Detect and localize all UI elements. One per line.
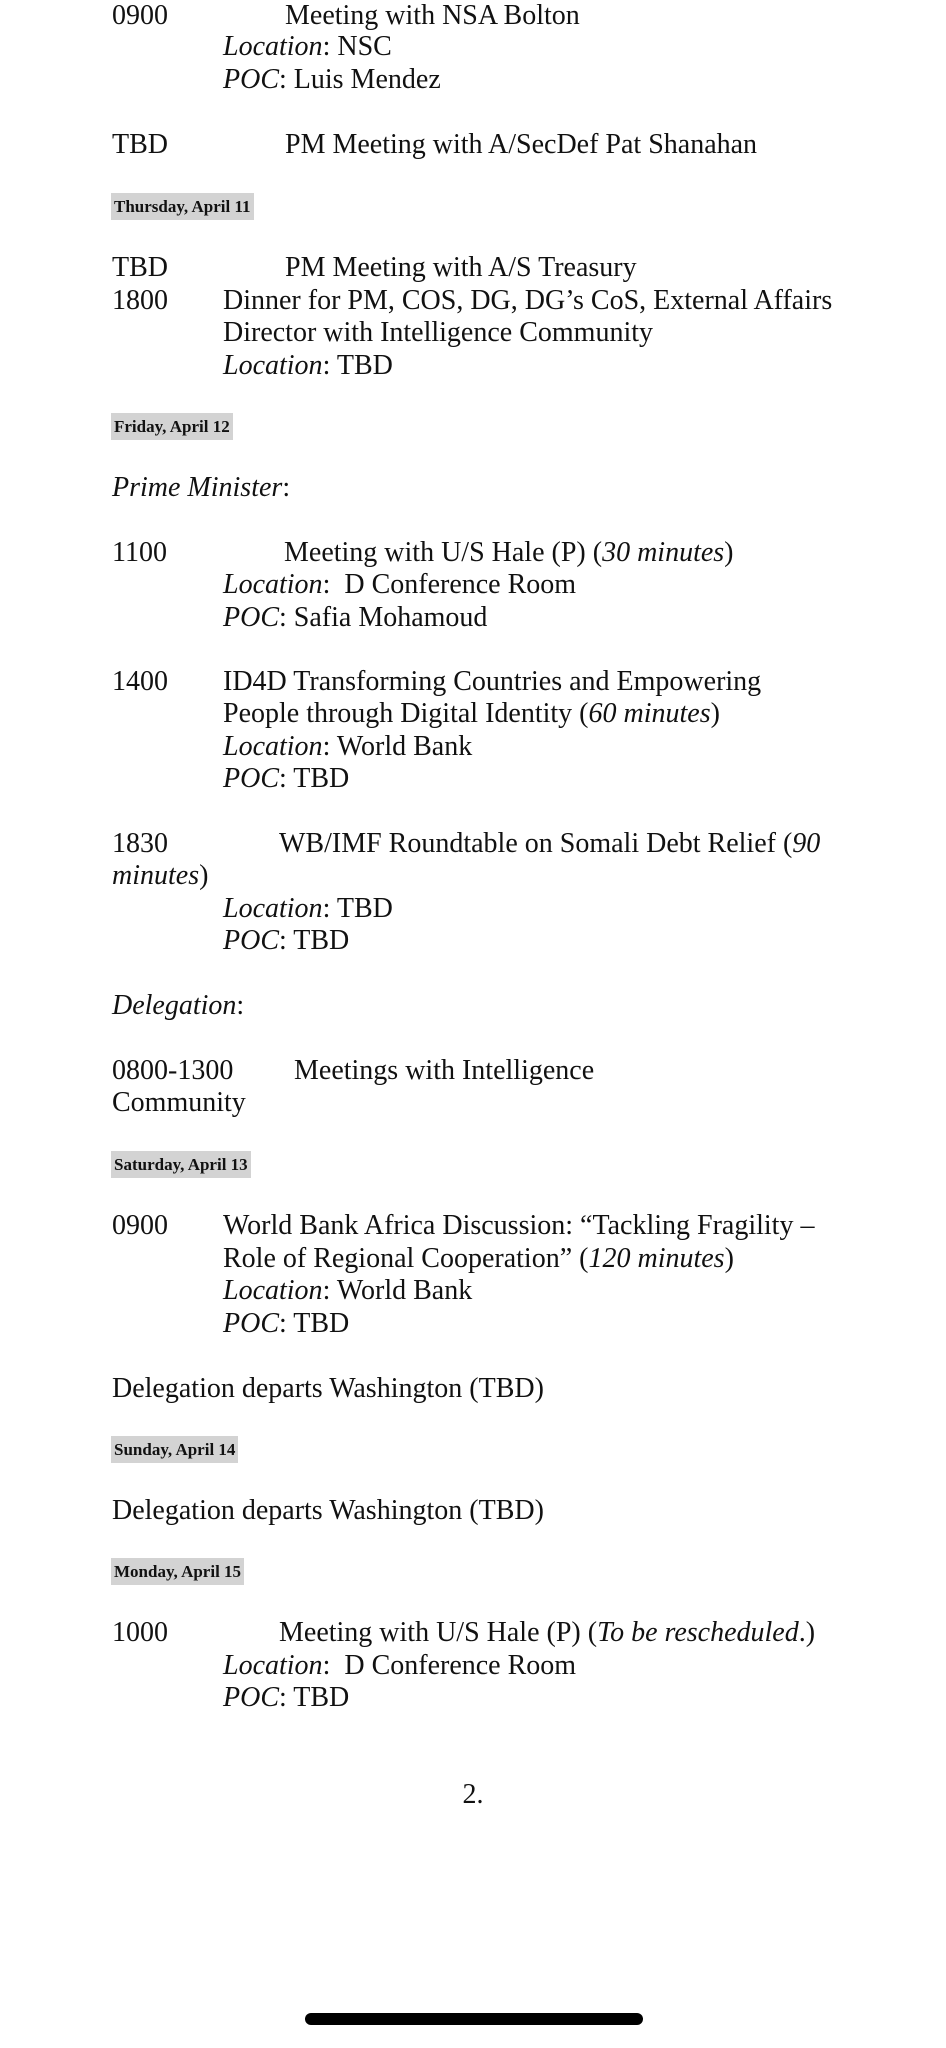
entry-title: Meetings with Intelligence	[294, 1055, 595, 1086]
entry-time: TBD	[112, 252, 168, 283]
entry-poc: POC: TBD	[223, 1682, 350, 1713]
entry-location: Location: World Bank	[223, 731, 473, 762]
entry-title: PM Meeting with A/S Treasury	[285, 252, 637, 283]
entry-title-cont: Role of Regional Cooperation” (120 minutes)	[223, 1243, 734, 1274]
entry-time: TBD	[112, 129, 168, 160]
entry-time: 1400	[112, 666, 168, 697]
entry-time: 0900	[112, 0, 168, 31]
entry-title-cont: Director with Intelligence Community	[223, 317, 654, 348]
section-label-prime-minister: Prime Minister:	[112, 472, 291, 503]
entry-title: PM Meeting with A/SecDef Pat Shanahan	[285, 129, 758, 160]
entry-time: 1000	[112, 1617, 168, 1648]
section-label-delegation: Delegation:	[112, 990, 245, 1021]
entry-time: 0800-1300	[112, 1055, 234, 1086]
entry-location: Location: NSC	[223, 31, 392, 62]
entry-location: Location: TBD	[223, 893, 393, 924]
entry-time: 1100	[112, 537, 167, 568]
day-heading-sunday: Sunday, April 14	[111, 1436, 238, 1463]
entry-poc: POC: TBD	[223, 1308, 350, 1339]
entry-title-cont: People through Digital Identity (60 minutes)	[223, 698, 720, 729]
entry-location: Location: D Conference Room	[223, 569, 577, 600]
entry-title: Meeting with U/S Hale (P) (To be rescheduled.)	[279, 1617, 816, 1648]
entry-poc: POC: TBD	[223, 925, 350, 956]
entry-title: ID4D Transforming Countries and Empowering	[223, 666, 762, 697]
entry-poc: POC: Safia Mohamoud	[223, 602, 488, 633]
entry-title: Meeting with NSA Bolton	[285, 0, 580, 31]
entry-time: 1800	[112, 285, 168, 316]
home-indicator[interactable]	[305, 2013, 643, 2025]
day-heading-thursday: Thursday, April 11	[111, 193, 254, 220]
departure-note: Delegation departs Washington (TBD)	[112, 1373, 544, 1404]
day-heading-friday: Friday, April 12	[111, 413, 233, 440]
day-heading-saturday: Saturday, April 13	[111, 1151, 251, 1178]
entry-poc: POC: Luis Mendez	[223, 64, 441, 95]
day-heading-monday: Monday, April 15	[111, 1558, 244, 1585]
entry-title: World Bank Africa Discussion: “Tackling Fragility –	[223, 1210, 815, 1241]
entry-poc: POC: TBD	[223, 763, 350, 794]
entry-time: 0900	[112, 1210, 168, 1241]
entry-title: Meeting with U/S Hale (P) (30 minutes)	[284, 537, 734, 568]
entry-location: Location: World Bank	[223, 1275, 473, 1306]
page-number: 2.	[462, 1779, 484, 1810]
entry-title: Dinner for PM, COS, DG, DG’s CoS, External Affairs	[223, 285, 833, 316]
entry-location: Location: TBD	[223, 350, 393, 381]
entry-time: 1830	[112, 828, 168, 859]
entry-title: WB/IMF Roundtable on Somali Debt Relief (90	[279, 828, 821, 859]
entry-title-cont: minutes)	[112, 860, 209, 891]
departure-note: Delegation departs Washington (TBD)	[112, 1495, 544, 1526]
entry-title-cont: Community	[112, 1087, 246, 1118]
entry-location: Location: D Conference Room	[223, 1650, 577, 1681]
